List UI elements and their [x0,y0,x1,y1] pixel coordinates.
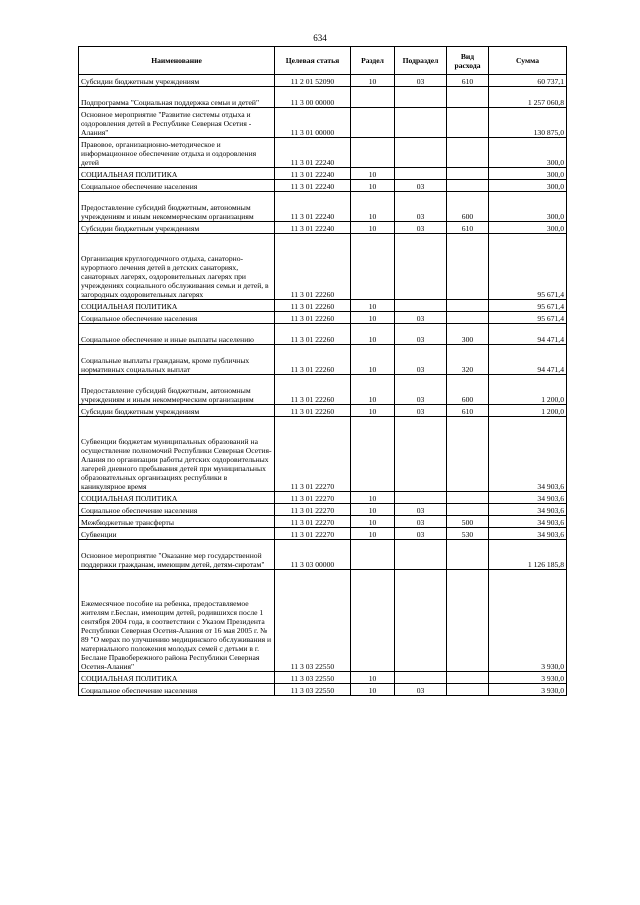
cell-subsection [395,168,447,180]
cell-amount: 95 671,4 [489,234,567,300]
cell-section [351,108,395,138]
cell-article: 11 3 01 22240 [275,138,351,168]
cell-subsection [395,138,447,168]
cell-name: Предоставление субсидий бюджетным, автономным учреждениям и иным некоммерческим организациям [79,192,275,222]
cell-amount: 300,0 [489,222,567,234]
cell-section: 10 [351,516,395,528]
cell-amount: 95 671,4 [489,300,567,312]
table-row [79,684,567,696]
table-row [79,192,567,222]
cell-expense-type [447,180,489,192]
cell-article: 11 3 01 22270 [275,516,351,528]
cell-name: Предоставление субсидий бюджетным, автономным учреждениям и иным некоммерческим организациям [79,375,275,405]
cell-name: Правовое, организационно-методическое и информационное обеспечение отдыха и оздоровления детей [79,138,275,168]
cell-article: 11 3 01 22260 [275,324,351,345]
table-row [79,300,567,312]
cell-expense-type [447,168,489,180]
cell-expense-type: 610 [447,222,489,234]
cell-amount: 34 903,6 [489,417,567,492]
cell-subsection: 03 [395,192,447,222]
table-row [79,312,567,324]
cell-article: 11 3 01 22270 [275,528,351,540]
table-row [79,417,567,492]
cell-article: 11 3 01 22260 [275,345,351,375]
table-body [79,75,567,696]
table-row [79,405,567,417]
cell-amount: 34 903,6 [489,492,567,504]
cell-name: Межбюджетные трансферты [79,516,275,528]
cell-expense-type: 300 [447,324,489,345]
cell-expense-type [447,108,489,138]
table-row [79,138,567,168]
cell-subsection [395,108,447,138]
cell-article: 11 3 01 22260 [275,375,351,405]
cell-amount: 3 930,0 [489,672,567,684]
cell-name: Социальное обеспечение населения [79,180,275,192]
cell-subsection [395,417,447,492]
table-row [79,570,567,672]
cell-subsection: 03 [395,528,447,540]
cell-article: 11 3 03 22550 [275,684,351,696]
cell-section: 10 [351,192,395,222]
cell-subsection [395,540,447,570]
table-row [79,168,567,180]
cell-expense-type [447,504,489,516]
cell-name: СОЦИАЛЬНАЯ ПОЛИТИКА [79,492,275,504]
cell-subsection: 03 [395,324,447,345]
cell-section: 10 [351,528,395,540]
cell-article: 11 3 01 22240 [275,222,351,234]
cell-amount: 94 471,4 [489,345,567,375]
cell-section: 10 [351,180,395,192]
cell-name: Субвенции бюджетам муниципальных образований на осуществление полномочий Республики Северная Осетия-Алания по организации работы детских оздоровительных лагерей дневного пребывания детей при муниципальных образовательных организациях республики в каникулярное время [79,417,275,492]
cell-expense-type [447,684,489,696]
cell-subsection [395,87,447,108]
cell-subsection [395,492,447,504]
cell-name: Социальное обеспечение населения [79,684,275,696]
cell-subsection: 03 [395,180,447,192]
cell-article: 11 3 00 00000 [275,87,351,108]
cell-name: СОЦИАЛЬНАЯ ПОЛИТИКА [79,672,275,684]
cell-section [351,138,395,168]
cell-article: 11 3 01 22260 [275,300,351,312]
cell-section [351,570,395,672]
table-row [79,180,567,192]
cell-expense-type [447,234,489,300]
cell-article: 11 3 01 22240 [275,192,351,222]
cell-name: Основное мероприятие "Оказание мер государственной поддержки гражданам, имеющим детей, детям-сиротам" [79,540,275,570]
cell-section: 10 [351,375,395,405]
cell-name: Субсидии бюджетным учреждениям [79,222,275,234]
cell-amount: 300,0 [489,168,567,180]
table-row [79,324,567,345]
column-header-subsection: Подраздел [395,47,447,75]
cell-expense-type [447,312,489,324]
cell-article: 11 3 01 22270 [275,417,351,492]
cell-amount: 1 200,0 [489,375,567,405]
cell-section: 10 [351,312,395,324]
table-row [79,516,567,528]
cell-amount: 95 671,4 [489,312,567,324]
cell-amount: 34 903,6 [489,528,567,540]
cell-amount: 1 257 060,8 [489,87,567,108]
cell-name: Субсидии бюджетным учреждениям [79,405,275,417]
cell-expense-type [447,540,489,570]
cell-amount: 300,0 [489,138,567,168]
cell-subsection: 03 [395,516,447,528]
cell-subsection: 03 [395,375,447,405]
cell-subsection: 03 [395,504,447,516]
cell-subsection [395,672,447,684]
cell-article: 11 3 03 22550 [275,570,351,672]
cell-article: 11 3 03 22550 [275,672,351,684]
cell-name: Ежемесячное пособие на ребенка, предоставляемое жителям г.Беслан, имеющим детей, родившихся после 1 сентября 2004 года, в соответствии с Указом Президента Республики Северная Осетия-Алания от 16 мая 2005 г. № 89 "О мерах по улучшению медицинского обслуживания и материального положения молодых семей с детьми в г. Беслане Правобережного района Республики Северная Осетия-Алания" [79,570,275,672]
cell-name: СОЦИАЛЬНАЯ ПОЛИТИКА [79,168,275,180]
cell-amount: 3 930,0 [489,684,567,696]
cell-expense-type: 530 [447,528,489,540]
cell-subsection: 03 [395,222,447,234]
cell-article: 11 3 03 00000 [275,540,351,570]
table-row [79,234,567,300]
cell-subsection: 03 [395,75,447,87]
cell-expense-type: 610 [447,75,489,87]
table-row [79,528,567,540]
cell-name: Субвенции [79,528,275,540]
cell-name: СОЦИАЛЬНАЯ ПОЛИТИКА [79,300,275,312]
page-number: 634 [313,33,327,43]
cell-expense-type: 320 [447,345,489,375]
cell-article: 11 3 01 22260 [275,234,351,300]
cell-section: 10 [351,345,395,375]
cell-expense-type [447,300,489,312]
cell-expense-type [447,570,489,672]
cell-section: 10 [351,324,395,345]
cell-name: Организация круглогодичного отдыха, санаторно-курортного лечения детей в детских санаториях, санаторных лагерях, оздоровительных лагерях при учреждениях социального обслуживания семьи и детей, в загородных оздоровительных лагерях [79,234,275,300]
cell-article: 11 3 01 00000 [275,108,351,138]
cell-article: 11 3 01 22270 [275,504,351,516]
cell-amount: 34 903,6 [489,516,567,528]
cell-amount: 130 875,0 [489,108,567,138]
cell-subsection [395,234,447,300]
cell-section: 10 [351,168,395,180]
cell-expense-type: 610 [447,405,489,417]
cell-section: 10 [351,672,395,684]
cell-expense-type [447,417,489,492]
cell-subsection: 03 [395,684,447,696]
cell-subsection [395,300,447,312]
table-row [79,504,567,516]
cell-amount: 1 200,0 [489,405,567,417]
cell-article: 11 2 01 52090 [275,75,351,87]
cell-amount: 300,0 [489,192,567,222]
cell-name: Социальное обеспечение населения [79,504,275,516]
cell-amount: 94 471,4 [489,324,567,345]
cell-article: 11 3 01 22260 [275,312,351,324]
table-row [79,108,567,138]
column-header-article: Целевая статья [275,47,351,75]
cell-amount: 34 903,6 [489,504,567,516]
cell-section [351,234,395,300]
cell-expense-type [447,492,489,504]
cell-section [351,417,395,492]
cell-name: Социальное обеспечение и иные выплаты населению [79,324,275,345]
cell-article: 11 3 01 22260 [275,405,351,417]
cell-section: 10 [351,504,395,516]
cell-expense-type: 600 [447,375,489,405]
column-header-name: Наименование [79,47,275,75]
table-header-row [79,47,567,75]
cell-subsection [395,570,447,672]
table-row [79,540,567,570]
cell-section [351,540,395,570]
cell-section: 10 [351,300,395,312]
table-row [79,75,567,87]
cell-article: 11 3 01 22270 [275,492,351,504]
cell-section: 10 [351,405,395,417]
cell-expense-type [447,138,489,168]
cell-expense-type: 500 [447,516,489,528]
table-row [79,492,567,504]
table-row [79,375,567,405]
cell-expense-type [447,672,489,684]
cell-amount: 3 930,0 [489,570,567,672]
column-header-section: Раздел [351,47,395,75]
cell-section [351,87,395,108]
cell-expense-type: 600 [447,192,489,222]
cell-amount: 1 126 185,8 [489,540,567,570]
cell-name: Социальные выплаты гражданам, кроме публичных нормативных социальных выплат [79,345,275,375]
column-header-amount: Сумма [489,47,567,75]
cell-name: Основное мероприятие "Развитие системы отдыха и оздоровления детей в Республике Северная Осетия - Алания" [79,108,275,138]
cell-amount: 60 737,1 [489,75,567,87]
cell-name: Подпрограмма "Социальная поддержка семьи и детей" [79,87,275,108]
cell-subsection: 03 [395,312,447,324]
cell-section: 10 [351,75,395,87]
cell-article: 11 3 01 22240 [275,180,351,192]
table-row [79,87,567,108]
table-row [79,222,567,234]
table-row [79,672,567,684]
cell-name: Субсидии бюджетным учреждениям [79,75,275,87]
cell-section: 10 [351,684,395,696]
cell-section: 10 [351,492,395,504]
cell-name: Социальное обеспечение населения [79,312,275,324]
budget-table [78,46,567,696]
cell-section: 10 [351,222,395,234]
cell-subsection: 03 [395,345,447,375]
cell-subsection: 03 [395,405,447,417]
cell-amount: 300,0 [489,180,567,192]
cell-article: 11 3 01 22240 [275,168,351,180]
table-row [79,345,567,375]
cell-expense-type [447,87,489,108]
column-header-expense-type: Вид расхода [447,47,489,75]
